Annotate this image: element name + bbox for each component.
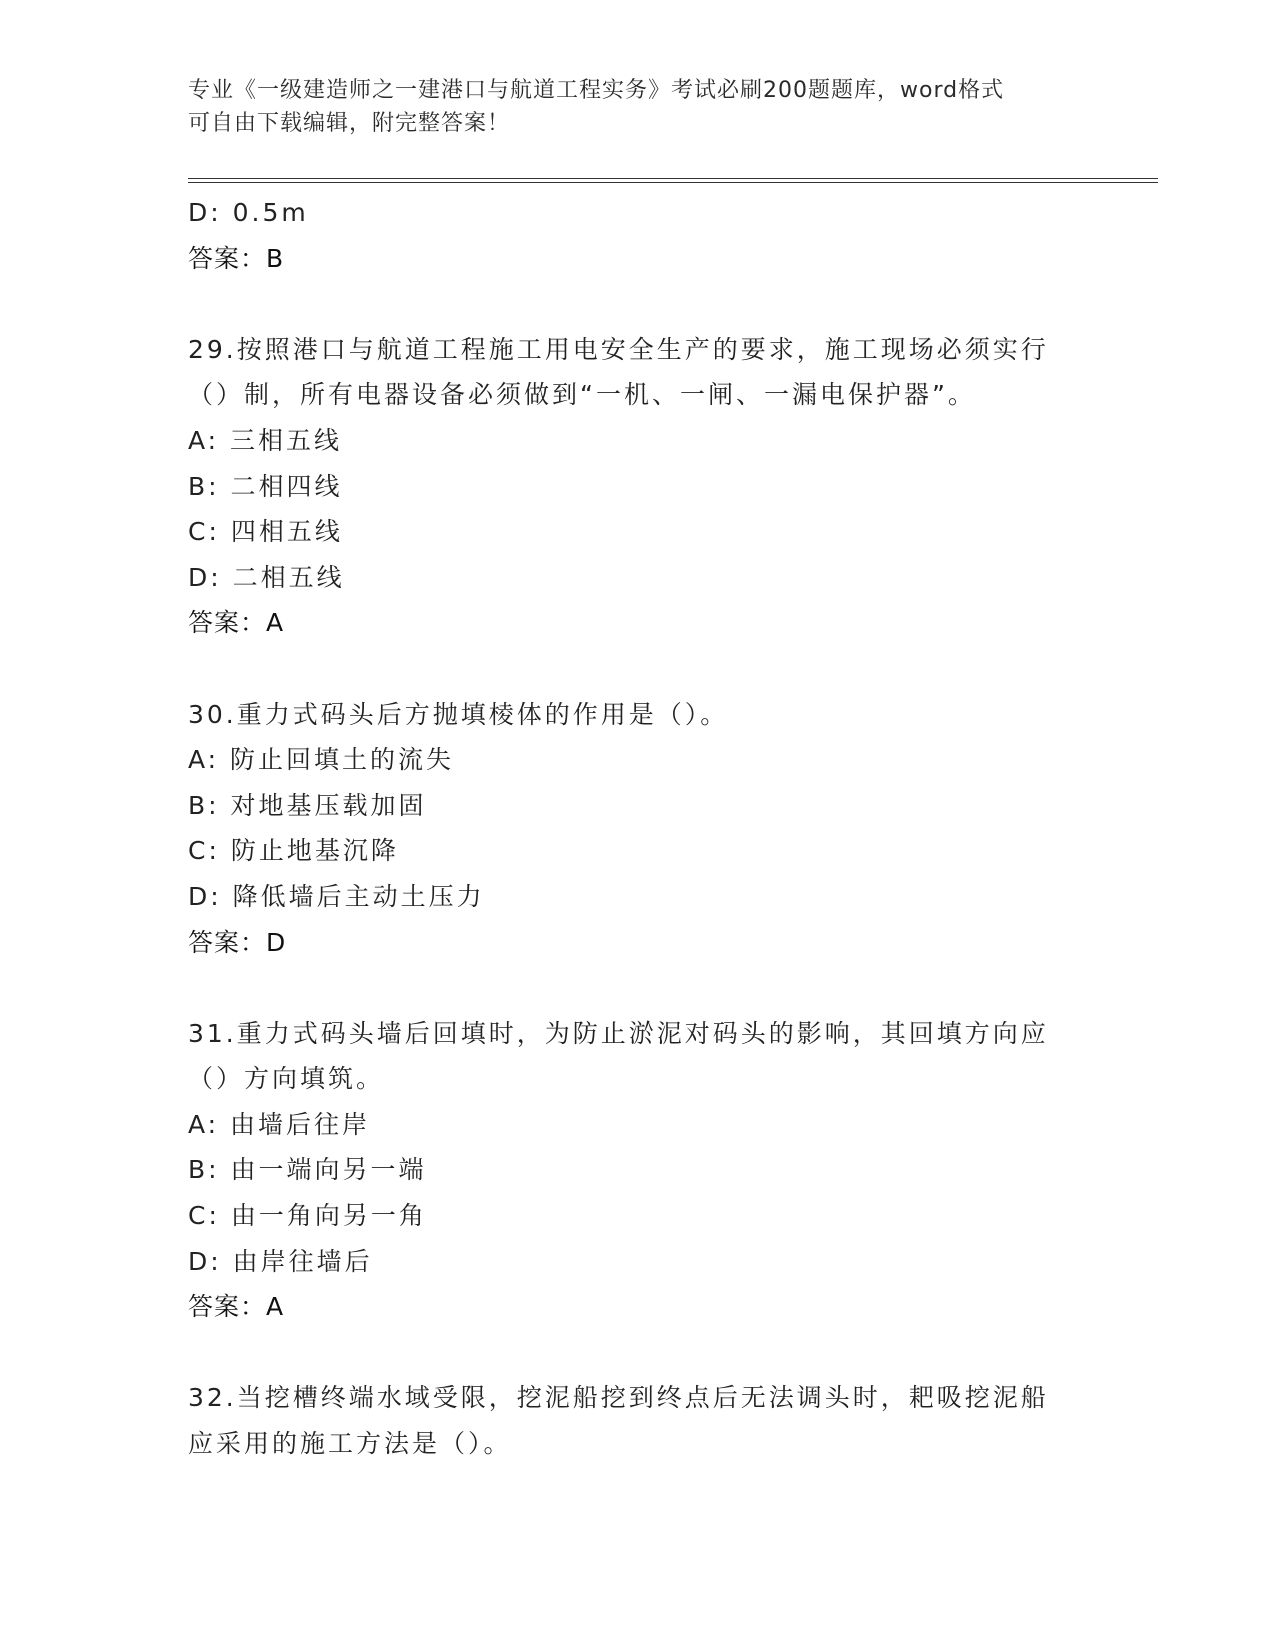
spacer (188, 965, 1088, 1011)
spacer (188, 646, 1088, 692)
question-29 (188, 327, 1088, 646)
option-a: A: 由墙后往岸 (188, 1109, 371, 1139)
spacer (188, 1330, 1088, 1376)
question-32 (188, 1375, 1088, 1466)
header-divider (188, 178, 1158, 183)
option-d: D: 由岸往墙后 (188, 1246, 373, 1276)
document-body (188, 190, 1088, 1467)
option-d: D: 降低墙后主动土压力 (188, 881, 485, 911)
spacer (188, 281, 1088, 327)
answer: 答案：A (188, 1292, 285, 1322)
page-header (188, 74, 1068, 140)
option-c: C: 防止地基沉降 (188, 836, 399, 866)
option-b: B: 对地基压载加固 (188, 790, 427, 820)
option-d: D: 二相五线 (188, 562, 345, 592)
option-d: D: 0.5m (188, 198, 309, 227)
answer: 答案：D (188, 927, 287, 957)
option-c: C: 四相五线 (188, 517, 343, 547)
question-stem: 应采用的施工方法是（）。 (188, 1429, 512, 1459)
question-stem: 31.重力式码头墙后回填时，为防止淤泥对码头的影响，其回填方向应 (188, 1018, 1049, 1048)
question-30 (188, 692, 1088, 966)
question-stem: （）制，所有电器设备必须做到“一机、一闸、一漏电保护器”。 (188, 380, 976, 410)
header-title-line1: 专业《一级建造师之一建港口与航道工程实务》考试必刷200题题库，word格式 (188, 78, 1005, 103)
header-title-line2: 可自由下载编辑，附完整答案！ (188, 111, 511, 136)
question-stem: 30.重力式码头后方抛填棱体的作用是（）。 (188, 699, 729, 729)
question-31 (188, 1011, 1088, 1330)
question-stem: 29.按照港口与航道工程施工用电安全生产的要求，施工现场必须实行 (188, 334, 1049, 364)
option-b: B: 二相四线 (188, 471, 343, 501)
option-c: C: 由一角向另一角 (188, 1201, 427, 1231)
question-stem: （）方向填筑。 (188, 1064, 385, 1094)
option-a: A: 防止回填土的流失 (188, 745, 455, 775)
answer: 答案：B (188, 243, 285, 273)
answer: 答案：A (188, 608, 285, 638)
option-b: B: 由一端向另一端 (188, 1155, 427, 1185)
question-stem: 32.当挖槽终端水域受限，挖泥船挖到终点后无法调头时，耙吸挖泥船 (188, 1383, 1049, 1413)
option-a: A: 三相五线 (188, 425, 343, 455)
